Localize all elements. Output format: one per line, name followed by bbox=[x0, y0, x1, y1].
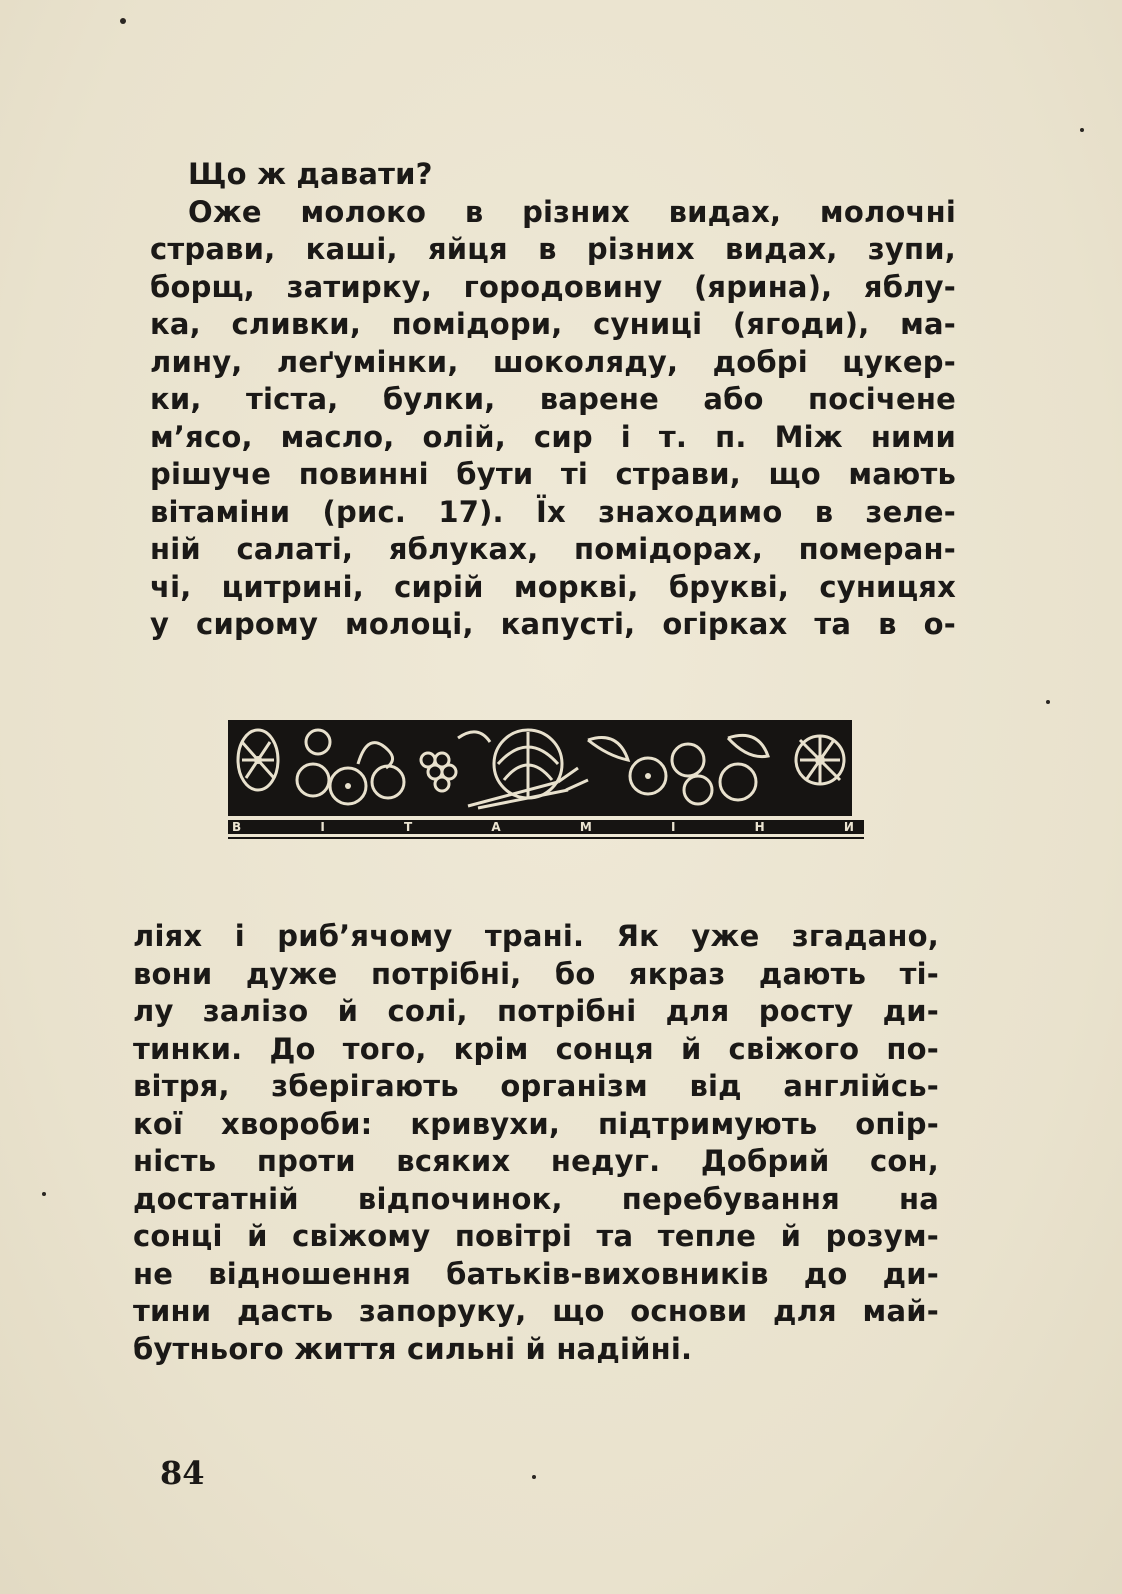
vegetables-woodcut bbox=[228, 720, 864, 862]
caption-letter: Н bbox=[754, 820, 765, 834]
paper-speck bbox=[1046, 700, 1050, 704]
text-line: вони дуже потрібні, бо якраз дають ті- bbox=[133, 956, 939, 991]
text-line: ність проти всяких недуг. Добрий сон, bbox=[133, 1144, 939, 1178]
text-line: ка, сливки, помідори, суниці (ягоди), ма- bbox=[150, 307, 956, 341]
text-line: борщ, затирку, городовину (ярина), яблу- bbox=[150, 269, 956, 304]
text-line: тинки. До того, крім сонця й свіжого по- bbox=[133, 1031, 939, 1066]
caption-letter: І bbox=[320, 820, 325, 834]
text-line: ки, тіста, булки, варене або посічене bbox=[150, 382, 956, 416]
caption-letter: М bbox=[579, 820, 592, 834]
text-line: чі, цитрині, сирій моркві, брукві, суницях bbox=[150, 569, 956, 604]
text-line: лину, леґумінки, шоколяду, добрі цукер- bbox=[150, 344, 956, 379]
text-line: бутнього життя сильні й надійні. bbox=[133, 1331, 693, 1366]
text-line: тини дасть запоруку, що основи для май- bbox=[133, 1294, 939, 1328]
vitamins-illustration bbox=[228, 720, 864, 862]
illustration-caption bbox=[228, 819, 858, 835]
text-line: ліях і риб’ячому трані. Як уже згадано, bbox=[133, 919, 939, 953]
paper-speck bbox=[42, 1192, 46, 1196]
paper-speck bbox=[1080, 128, 1084, 132]
text-line: достатній відпочинок, перебування на bbox=[133, 1181, 939, 1216]
paper-speck bbox=[532, 1475, 536, 1479]
text-line: у сирому молоці, капусті, огірках та в о- bbox=[150, 607, 956, 641]
text-line: рішуче повинні бути ті страви, що мають bbox=[150, 457, 956, 491]
text-line: кої хвороби: кривухи, підтримують опір- bbox=[133, 1106, 939, 1141]
text-block-bottom bbox=[133, 918, 939, 1368]
text-block-top bbox=[150, 156, 956, 644]
text-line: м’ясо, масло, олій, сир і т. п. Між ними bbox=[150, 419, 956, 454]
text-line: страви, каші, яйця в різних видах, зупи, bbox=[150, 232, 956, 266]
text-line: не відношення батьків-виховників до ди- bbox=[133, 1256, 939, 1291]
caption-letter: В bbox=[232, 820, 242, 834]
caption-letter: І bbox=[671, 820, 676, 834]
text-line: Оже молоко в різних видах, молочні bbox=[188, 194, 956, 229]
text-line: ній салаті, яблуках, помідорах, померан- bbox=[150, 532, 956, 566]
caption-letter: Т bbox=[404, 820, 413, 834]
text-line: вітаміни (рис. 17). Їх знаходимо в зеле- bbox=[150, 494, 956, 529]
text-line: вітря, зберігають організм від англійсь- bbox=[133, 1069, 939, 1103]
text-line: сонці й свіжому повітрі та тепле й розум- bbox=[133, 1219, 939, 1253]
page-number: 84 bbox=[160, 1454, 205, 1492]
paper-speck bbox=[120, 18, 126, 24]
caption-letter: И bbox=[843, 820, 854, 834]
caption-letter: А bbox=[491, 820, 501, 834]
section-heading: Що ж давати? bbox=[188, 157, 433, 191]
text-line: лу залізо й солі, потрібні для росту ди- bbox=[133, 994, 939, 1028]
